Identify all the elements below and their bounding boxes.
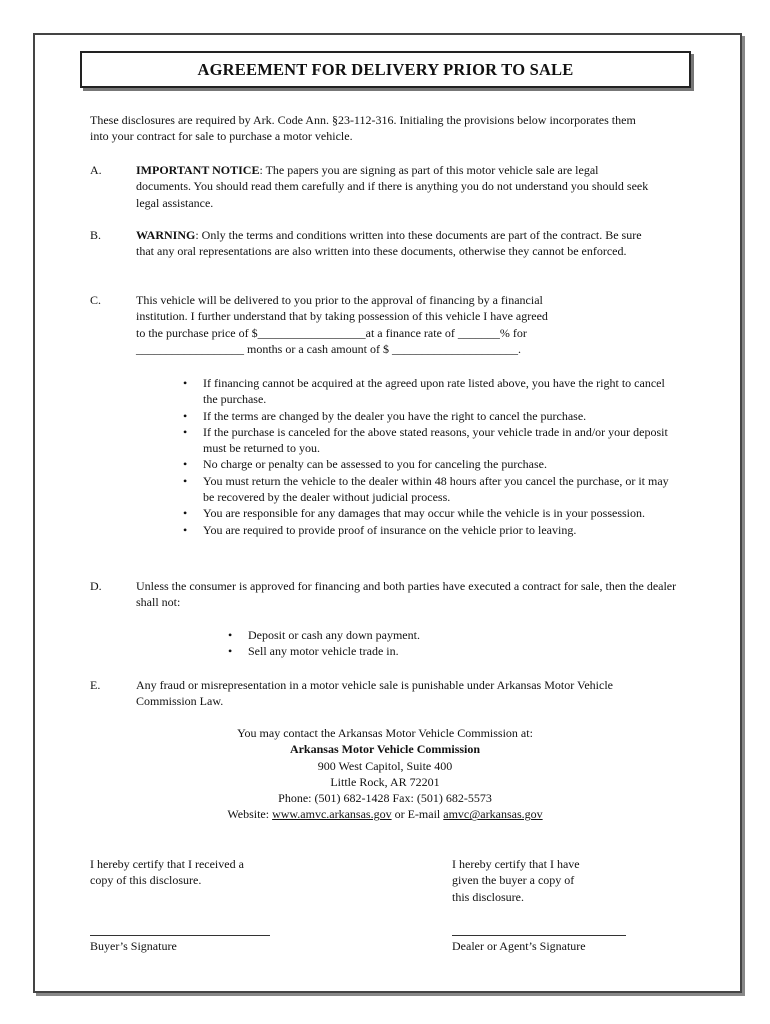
contact-web-line: Website: www.amvc.arkansas.gov or E-mail amvc@arkansas.gov	[227, 807, 543, 822]
section-c-body	[136, 292, 696, 357]
section-a-lead: IMPORTANT NOTICE	[136, 163, 260, 177]
dealer-certification: I hereby certify that I have given the buyer a copy of this disclosure.	[452, 857, 580, 904]
bullet-icon: •	[183, 473, 188, 488]
buyer-signature-line[interactable]	[90, 935, 270, 936]
list-item: • No charge or penalty can be assessed to you for canceling the purchase.	[183, 457, 547, 472]
section-d-text: Unless the consumer is approved for financing and both parties have executed a contract for sale, then the dealer shall not:	[136, 579, 677, 610]
list-item: • Deposit or cash any down payment.	[228, 628, 420, 642]
section-a-letter: A.	[90, 163, 102, 177]
bullet-icon: •	[228, 644, 233, 659]
dealer-signature-line[interactable]	[452, 935, 626, 936]
bullet-icon: •	[183, 522, 188, 537]
commission-name: Arkansas Motor Vehicle Commission	[289, 742, 481, 757]
website-link[interactable]: www.amvc.arkansas.gov	[272, 807, 392, 822]
section-a-text: : The papers you are signing as part of this motor vehicle sale are legal documents. You should read them carefully and if there is anything you do not understand you should seek legal assistance.	[136, 163, 649, 210]
section-b-letter: B.	[90, 228, 102, 242]
list-item: • You are required to provide proof of insurance on the vehicle prior to leaving.	[183, 522, 577, 537]
buyer-certification: I hereby certify that I received a copy of this disclosure.	[90, 857, 244, 888]
list-item: • Sell any motor vehicle trade in.	[228, 644, 399, 659]
intro-paragraph: These disclosures are required by Ark. Code Ann. §23-112-316. Initialing the provisions below incorporates them into your contract for sale to purchase a motor vehicle.	[90, 113, 636, 144]
dealer-signature-label: Dealer or Agent’s Signature	[452, 939, 586, 953]
section-b-text: : Only the terms and conditions written into these documents are part of the contract. Be sure that any oral representations are also written into these documents, otherwise they cannot be enforced.	[136, 228, 642, 259]
section-c-line-3: to the purchase price of $__________________at a finance rate of _______% for	[136, 325, 527, 340]
list-item: • If financing cannot be acquired at the agreed upon rate listed above, you have the right to cancel the purchase.	[183, 376, 665, 407]
bullet-icon: •	[183, 408, 188, 423]
section-d-bullet-list	[228, 627, 648, 660]
section-c-line-1: This vehicle will be delivered to you prior to the approval of financing by a financial	[136, 293, 543, 307]
section-d-letter: D.	[90, 579, 102, 593]
title-box	[80, 51, 691, 88]
list-item: • If the terms are changed by the dealer you have the right to cancel the purchase.	[183, 408, 587, 423]
contact-phone: Phone: (501) 682-1428 Fax: (501) 682-5573	[278, 791, 492, 806]
address-city: Little Rock, AR 72201	[330, 774, 440, 789]
section-e-letter: E.	[90, 678, 101, 692]
section-e-text: Any fraud or misrepresentation in a motor vehicle sale is punishable under Arkansas Motor Vehicle Commission Law.	[136, 678, 613, 709]
section-c-bullet-list	[183, 375, 673, 538]
bullet-icon: •	[183, 457, 188, 472]
bullet-icon: •	[183, 424, 188, 439]
bullet-icon: •	[183, 376, 188, 390]
section-b-body	[136, 227, 646, 260]
contact-intro: You may contact the Arkansas Motor Vehicle Commission at:	[237, 726, 533, 740]
section-c-letter: C.	[90, 293, 102, 307]
section-a-body	[136, 162, 656, 211]
page-title: AGREEMENT FOR DELIVERY PRIOR TO SALE	[197, 59, 574, 79]
bullet-icon: •	[228, 628, 233, 642]
section-c-line-2: institution. I further understand that by taking possession of this vehicle I have agreed	[136, 309, 548, 324]
bullet-icon: •	[183, 506, 188, 521]
section-c-line-4: __________________ months or a cash amount of $ _____________________.	[136, 341, 521, 356]
contact-block	[150, 725, 620, 823]
email-link[interactable]: amvc@arkansas.gov	[443, 807, 543, 822]
list-item: • You are responsible for any damages that may occur while the vehicle is in your possession.	[183, 506, 646, 521]
buyer-signature-label: Buyer’s Signature	[90, 939, 177, 953]
section-b-lead: WARNING	[136, 228, 196, 242]
list-item: • If the purchase is canceled for the above stated reasons, your vehicle trade in and/or your deposit must be returned to you.	[183, 424, 668, 456]
list-item: • You must return the vehicle to the dealer within 48 hours after you cancel the purchase, or it may be recovered by the dealer without judicial process.	[183, 473, 669, 505]
address-street: 900 West Capitol, Suite 400	[317, 758, 453, 773]
